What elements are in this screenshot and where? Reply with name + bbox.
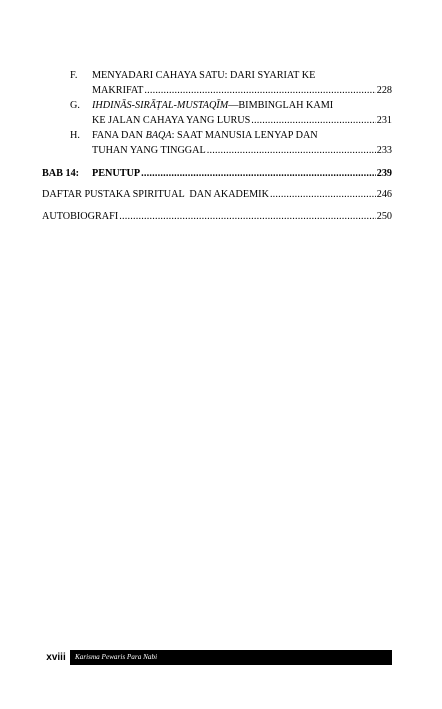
chapter-title: PENUTUP [92,168,141,179]
toc-entry-title-line1: FANA DAN [92,130,146,141]
toc-item-title: AUTOBIOGRAFI [42,211,119,222]
toc-entry-letter: F. [70,70,78,81]
leader-dots [141,166,376,181]
toc-entry-page: 228 [376,85,392,96]
page-number: xviii [42,650,70,665]
toc-item-title: DAFTAR PUSTAKA SPIRITUAL DAN AKADEMIK [42,189,269,200]
toc-chapter-14[interactable] [42,166,392,181]
toc-entry-page: 231 [376,115,392,126]
toc-item-page: 250 [376,211,392,222]
leader-dots [144,83,375,98]
chapter-page: 239 [376,168,392,179]
toc-entry-title-italic: BAQA [145,130,172,141]
toc-entry-title-line2: TUHAN YANG TINGGAL [92,145,206,156]
toc-entry-letter: G. [70,100,80,111]
leader-dots [251,113,375,128]
toc-entry-g[interactable] [70,98,392,128]
toc-entry-title-line2: KE JALAN CAHAYA YANG LURUS [92,115,251,126]
toc-item-autobiografi[interactable] [42,209,392,224]
toc-entry-h[interactable] [70,128,392,158]
toc-entry-title-line1: MENYADARI CAHAYA SATU: DARI SYARIAT KE [92,70,316,81]
toc-item-page: 246 [376,189,392,200]
leader-dots [270,187,376,202]
toc-entry-title-line1: —BIMBINGLAH KAMI [228,100,334,111]
page-footer [42,650,392,665]
running-book-title: Karisma Pewaris Para Nabi [75,653,158,661]
leader-dots [207,143,376,158]
toc-entry-title-line1-rest: : SAAT MANUSIA LENYAP DAN [171,130,318,141]
toc-entry-title-line2: MAKRIFAT [92,85,144,96]
chapter-label: BAB 14: [42,168,80,179]
toc-entry-title-italic: IHDINĀS-SIRĀṬAL-MUSTAQĪM [92,100,229,111]
toc-item-daftar-pustaka[interactable] [42,187,392,202]
toc-entry-letter: H. [70,130,80,141]
table-of-contents [42,68,392,224]
toc-entry-f[interactable] [70,68,392,98]
toc-entry-page: 233 [376,145,392,156]
leader-dots [119,209,375,224]
